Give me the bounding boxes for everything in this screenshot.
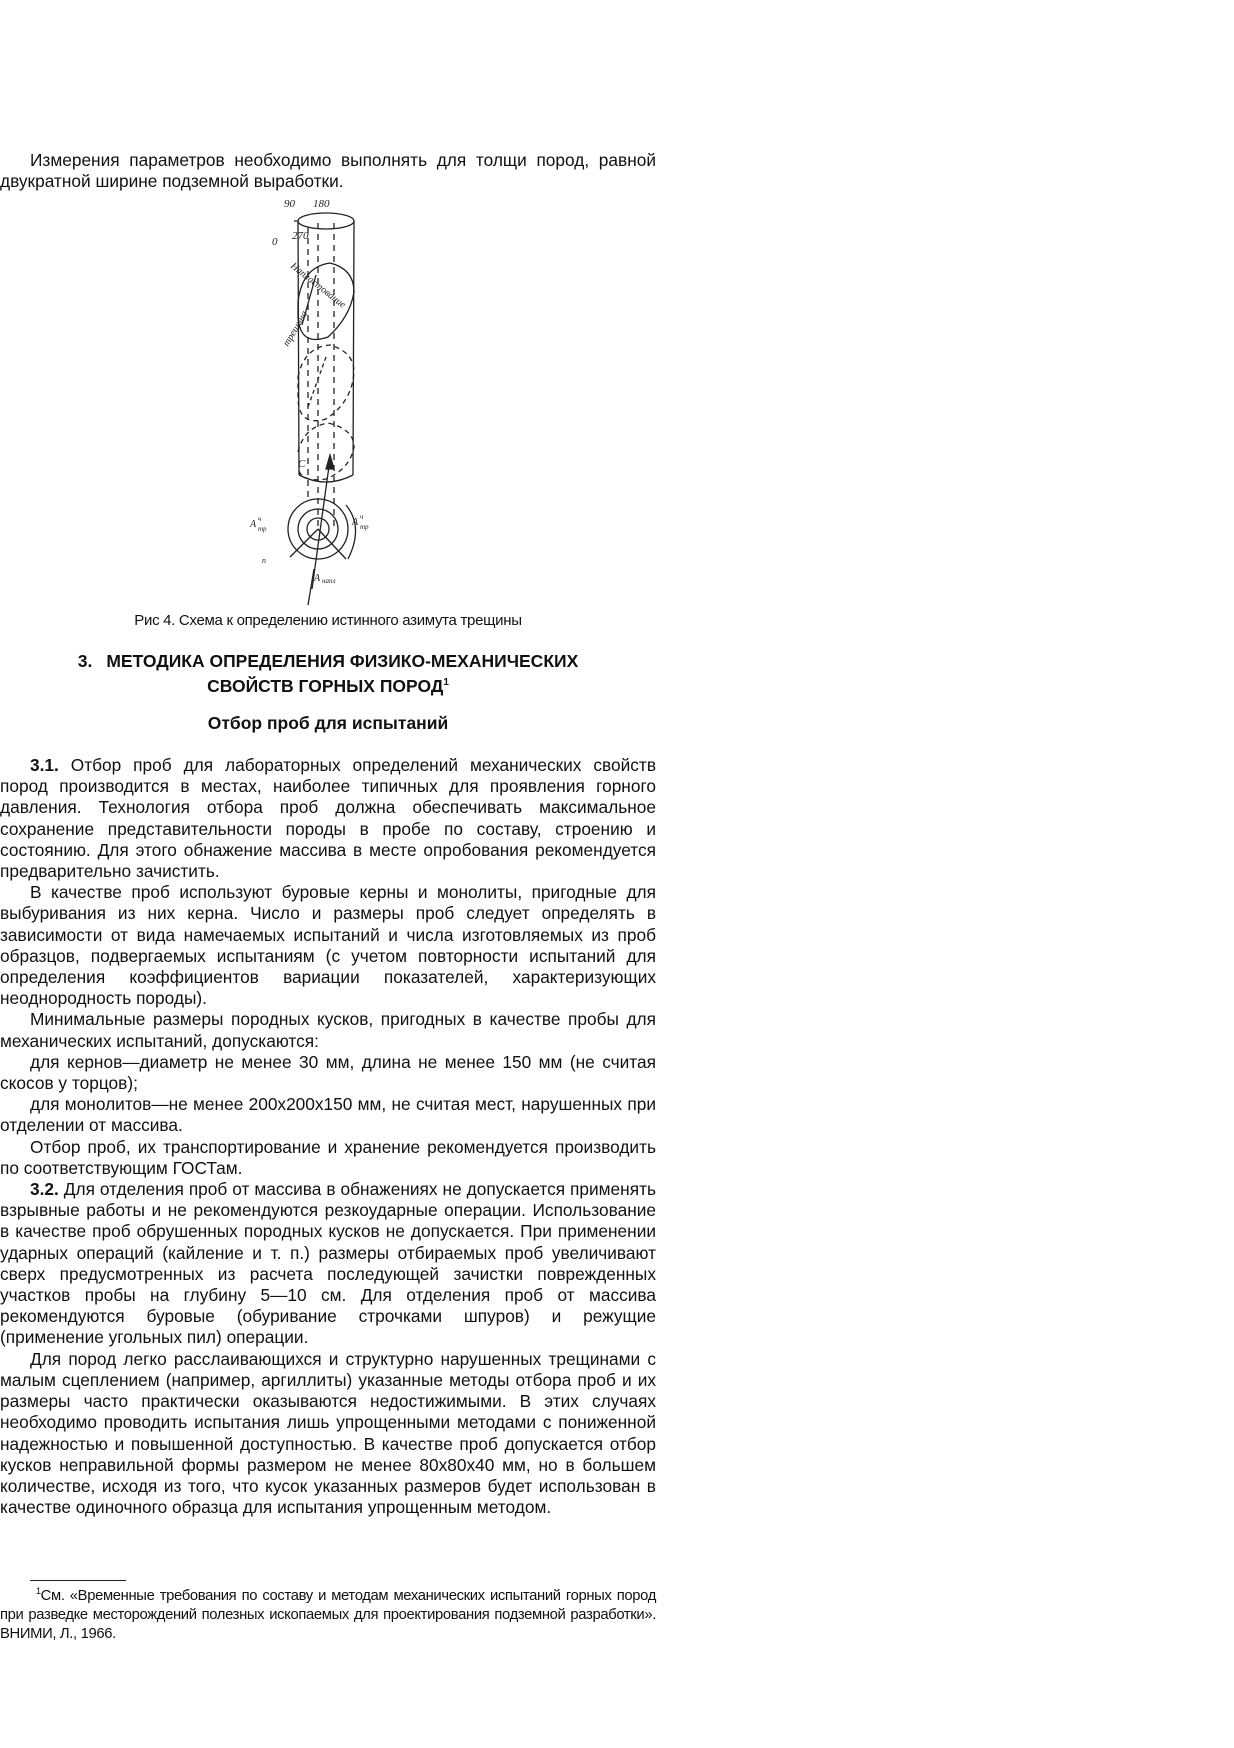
- footnote-text: См. «Временные требования по составу и методам механических испытаний горных пород при разведке месторождений полезных ископаемых для проектирования подземной разработки». ВНИМИ, Л., 1966.: [0, 1587, 656, 1642]
- footnote-mark: 1: [36, 1586, 41, 1596]
- cylinder-right-side: [353, 221, 354, 475]
- paragraph-3-2: 3.2. Для отделения проб от массива в обнажениях не допускается применять взрывные работы и не рекомендуются резкоударные операции. Использование в качестве проб обрушенных породных кусков не допускается. При применении ударных операций (кайление и т. п.) размеры отбираемых проб увеличивают сверх предусмотренных из расчета последующей зачистки поврежденных участков пробы на глубину 5—10 см. Для отделения проб от массива рекомендуются буровые (обуривание строчками шпуров) и режущие (применение угольных пил) операции.: [0, 1179, 656, 1348]
- intro-paragraph: Измерения параметров необходимо выполнять для толщи пород, равной двукратной ширине подземной выработки.: [0, 150, 656, 192]
- svg-text:напл: напл: [322, 577, 336, 585]
- label-0: 0: [272, 236, 278, 248]
- svg-text:ч: ч: [258, 515, 262, 523]
- core-fracture-diagram: [250, 197, 418, 605]
- section-title-line1: МЕТОДИКА ОПРЕДЕЛЕНИЯ ФИЗИКО-МЕХАНИЧЕСКИХ: [106, 651, 579, 671]
- footnote: [0, 1582, 656, 1644]
- fracture-plane: [298, 345, 354, 421]
- section-title-line2: СВОЙСТВ ГОРНЫХ ПОРОД: [207, 675, 444, 696]
- subsection-heading: Отбор проб для испытаний: [207, 713, 449, 733]
- svg-text:ч: ч: [360, 513, 364, 521]
- label-180: 180: [313, 198, 330, 210]
- svg-text:n: n: [262, 556, 266, 565]
- label-a-right: A: [352, 517, 359, 528]
- paragraph: Минимальные размеры породных кусков, пригодных в качестве пробы для механических испытаний, допускаются:: [0, 1009, 656, 1051]
- label-270: 270: [292, 230, 309, 242]
- label-fracture: трещина: [281, 309, 311, 349]
- label-a-bottom: A: [314, 573, 321, 584]
- cylinder-left-side: [298, 221, 299, 475]
- intro-block: [0, 150, 656, 192]
- label-90: 90: [284, 198, 295, 210]
- paragraph: Отбор проб, их транспортирование и хранение рекомендуется производить по соответствующим ГОСТам.: [0, 1136, 656, 1178]
- paragraph: для кернов—диаметр не менее 30 мм, длина не менее 150 мм (не считая скосов у торцов);: [0, 1051, 656, 1094]
- cylinder-top: [298, 213, 354, 229]
- label-north: С: [298, 458, 306, 470]
- figure-caption: Рис 4. Схема к определению истинного азимута трещины: [134, 612, 522, 629]
- paragraph-3-1: 3.1. Отбор проб для лабораторных определений механических свойств пород производится в местах, наиболее типичных для проявления горного давления. Технология отбора проб должна обеспечивать максимальное сохранение представительности породы в пробе по составу, строению и состоянию. Для этого обнажение массива в месте опробования рекомендуется предварительно зачистить.: [0, 755, 656, 882]
- svg-text:тр: тр: [360, 523, 369, 531]
- section-heading: [0, 651, 656, 697]
- section-number: 3.: [77, 651, 93, 671]
- body-text: [0, 755, 656, 1518]
- paragraph: Для пород легко расслаивающихся и структурно нарушенных трещинами с малым сцеплением (например, аргиллиты) указанные методы отбора проб и их размеры часто практически оказываются недостижимыми. В этих случаях необходимо проводить испытания лишь упрощенными методами с пониженной надежностью и повышенной доступностью. В качестве проб допускается отбор кусков неправильной формы размером не менее 80х80х40 мм, но в большем количестве, исходя из того, что кусок указанных размеров будет использован в качестве одиночного образца для испытания упрощенным методом.: [0, 1348, 656, 1518]
- paragraph: для монолитов—не менее 200х200х150 мм, не считая мест, нарушенных при отделении от массива.: [0, 1094, 656, 1136]
- paragraph: В качестве проб используют буровые керны и монолиты, пригодные для выбуривания из них керна. Число и размеры проб следует определять в зависимости от вида намечаемых испытаний и числа изготовляемых из проб образцов, подвергаемых испытаниям (с учетом повторности испытаний для определения коэффициентов вариации показателей, характеризующих неоднородность породы).: [0, 882, 656, 1009]
- svg-text:тр: тр: [258, 525, 267, 533]
- label-a-left: A: [250, 519, 257, 530]
- label-bedding: Напластование: [288, 260, 348, 311]
- footnote-ref: 1: [443, 677, 449, 688]
- footnote-rule: [30, 1580, 126, 1581]
